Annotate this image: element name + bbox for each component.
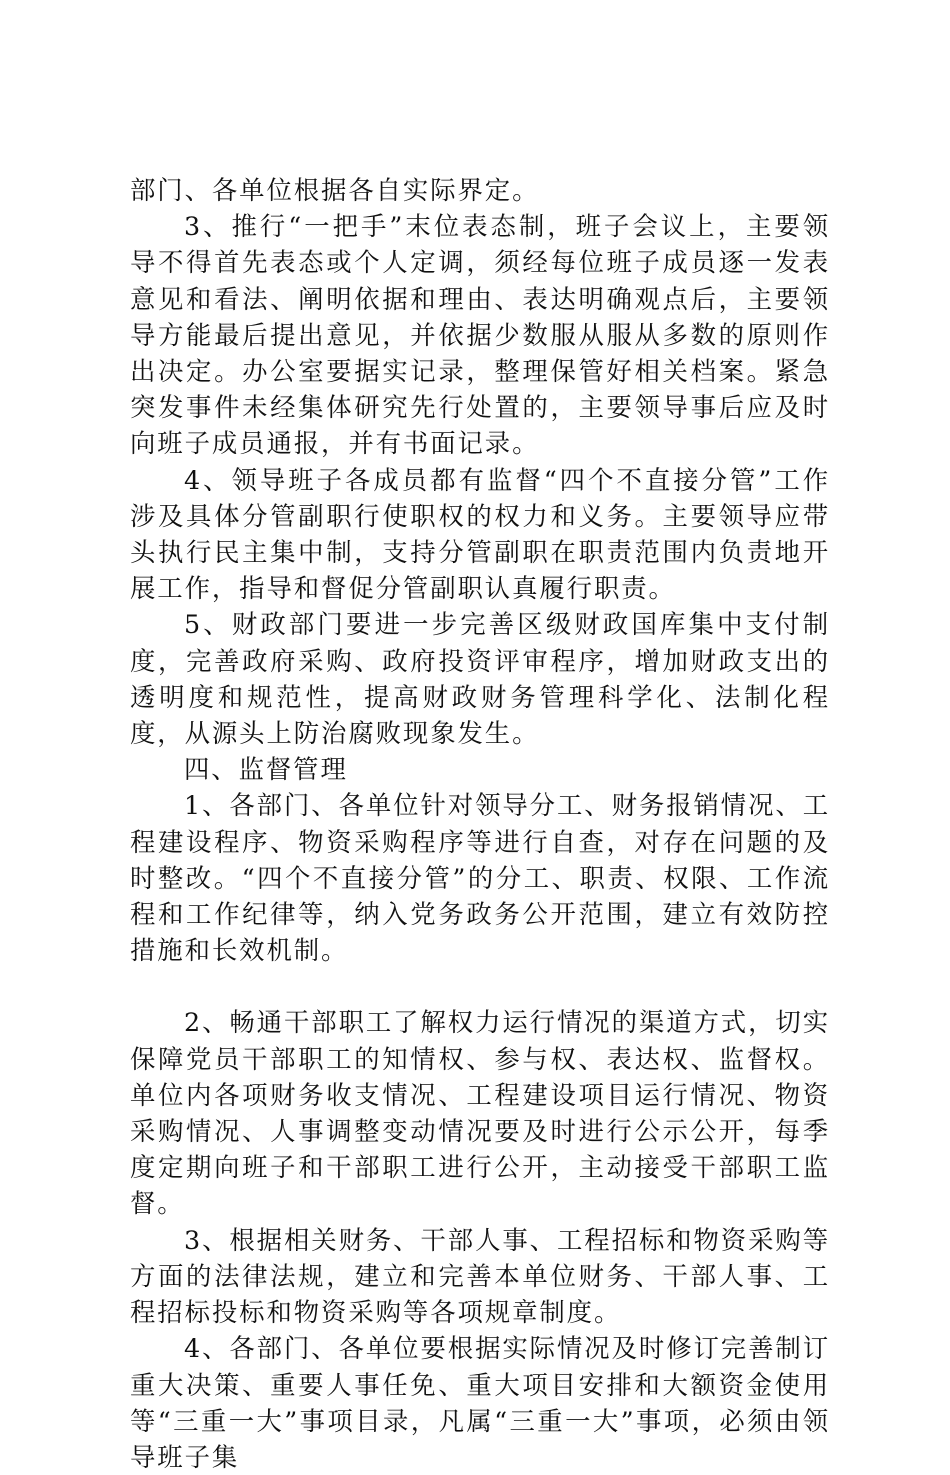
- paragraph-supervision-item-4: 4、各部门、各单位要根据实际情况及时修订完善制订重大决策、重要人事任免、重大项目安排和大额资金使用等“三重一大”事项目录，凡属“三重一大”事项，必须由领导班子集: [130, 1333, 830, 1472]
- paragraph-item-5-finance-department: 5、财政部门要进一步完善区级财政国库集中支付制度，完善政府采购、政府投资评审程序，增加财政支出的透明度和规范性，提高财政财务管理科学化、法制化程度，从源头上防治腐败现象发生。: [130, 609, 830, 749]
- paragraph-spacer: [130, 968, 830, 1004]
- paragraph-supervision-item-2: 2、畅通干部职工了解权力运行情况的渠道方式，切实保障党员干部职工的知情权、参与权、表达权、监督权。单位内各项财务收支情况、工程建设项目运行情况、物资采购情况、人事调整变动情况要及时进行公示公开，每季度定期向班子和干部职工进行公开，主动接受干部职工监督。: [130, 1007, 830, 1219]
- paragraph-supervision-item-3: 3、根据相关财务、干部人事、工程招标和物资采购等方面的法律法规，建立和完善本单位财务、干部人事、工程招标投标和物资采购等各项规章制度。: [130, 1224, 830, 1328]
- document-body: [130, 172, 830, 1475]
- paragraph-supervision-item-1: 1、各部门、各单位针对领导分工、财务报销情况、工程建设程序、物资采购程序等进行自查，对存在问题的及时整改。“四个不直接分管”的分工、职责、权限、工作流程和工作纪律等，纳入党务政务公开范围，建立有效防控措施和长效机制。: [130, 790, 830, 966]
- paragraph-continuation: 部门、各单位根据各自实际界定。: [130, 175, 540, 205]
- paragraph-item-3-one-leader-last-vote: 3、推行“一把手”末位表态制，班子会议上，主要领导不得首先表态或个人定调，须经每位班子成员逐一发表意见和看法、阐明依据和理由、表达明确观点后，主要领导方能最后提出意见，并依据少数服从服从多数的原则作出决定。办公室要据实记录，整理保管好相关档案。紧急突发事件未经集体研究先行处置的，主要领导事后应及时向班子成员通报，并有书面记录。: [130, 211, 830, 459]
- section-heading-supervision-management: 四、监督管理: [184, 754, 348, 785]
- paragraph-item-4-supervision-rights: 4、领导班子各成员都有监督“四个不直接分管”工作涉及具体分管副职行使职权的权力和义务。主要领导应带头执行民主集中制，支持分管副职在职责范围内负责地开展工作，指导和督促分管副职认真履行职责。: [130, 464, 830, 604]
